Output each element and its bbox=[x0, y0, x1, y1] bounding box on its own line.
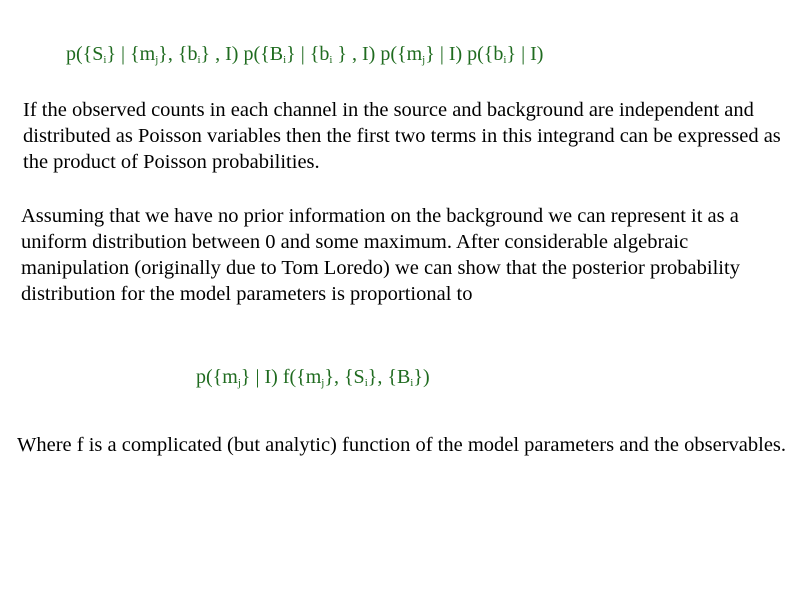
function-definition-paragraph: Where f is a complicated (but analytic) function of the model parameters and the observables. bbox=[17, 434, 787, 456]
poisson-paragraph: If the observed counts in each channel in the source and background are independent and distributed as Poisson variables then the first two terms in this integrand can be expressed as the product of Poisson probabilities. bbox=[23, 99, 781, 173]
proportional-posterior-equation: $p(\{m_j\}$ | I) $f(\{m_j\}$, $\{S_i\}$, $\{B_i\}$) bbox=[196, 366, 430, 389]
uniform-background-paragraph: Assuming that we have no prior information on the background we can represent it as a uniform distribution between 0 and some maximum. After considerable algebraic manipulation (originally due to Tom Loredo) we can show that the posterior probability distribution for the model parameters is proportional to bbox=[21, 205, 740, 305]
posterior-integrand-equation: $p(\{S_i\}$ | $\{m_j\}$, $\{b_i\}$ , I) $p(\{B_i\}$ | {$b_i$ } , I) $p(\{m_j\}$ | I) $p(\{b_i\}$ | I) bbox=[66, 43, 544, 66]
